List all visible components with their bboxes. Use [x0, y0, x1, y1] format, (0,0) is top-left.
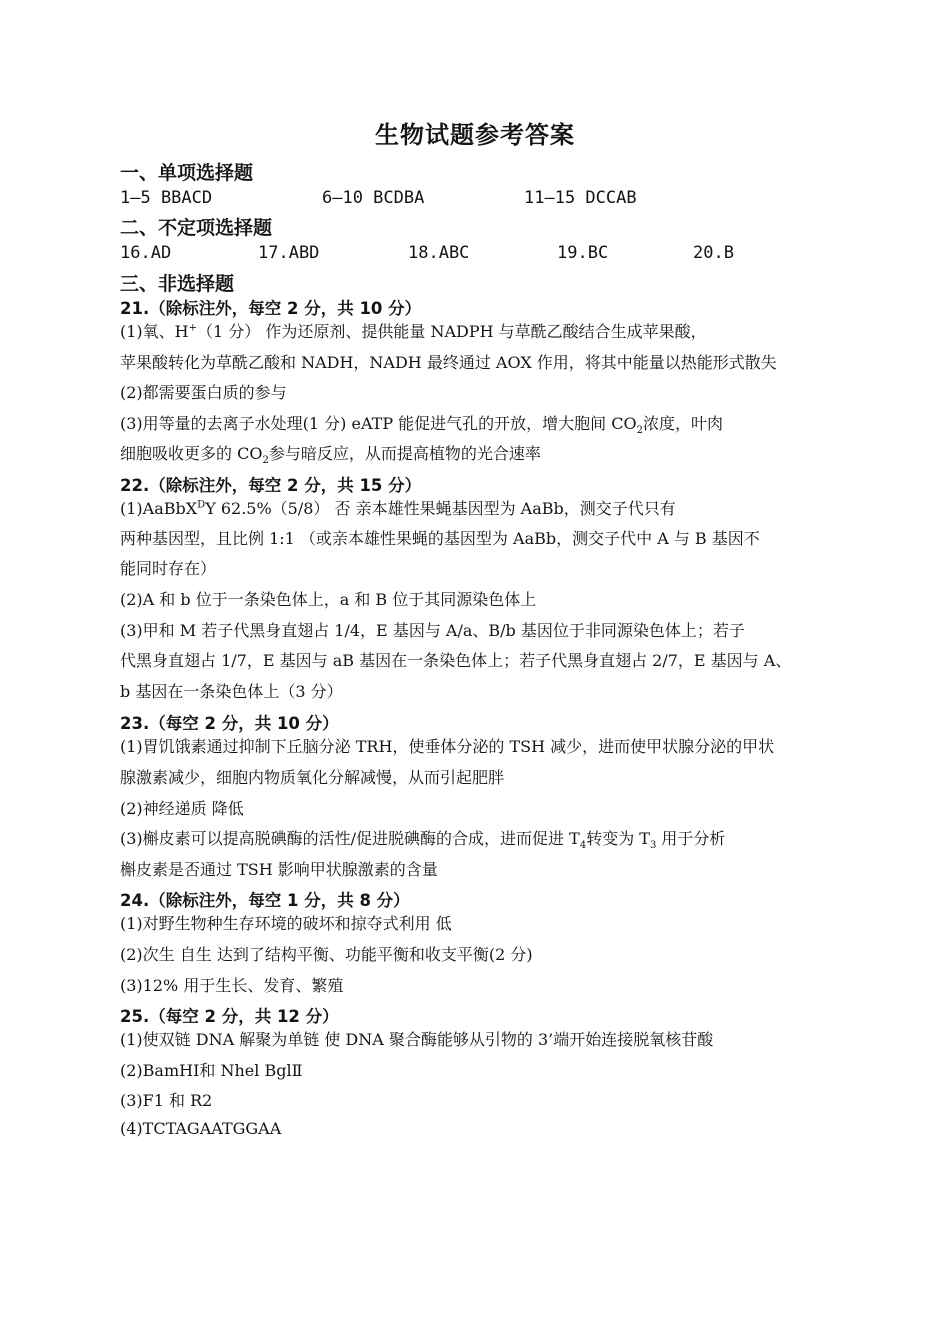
q21-line-1: (1)氧、H+（1 分） 作为还原剂、提供能量 NADPH 与草酰乙酸结合生成苹果酸， [120, 322, 707, 341]
q24-line-1: (1)对野生物种生存环境的破坏和掠夺式利用 低 [120, 914, 452, 933]
q22-line-7: b 基因在一条染色体上（3 分） [120, 682, 343, 701]
q23-line-4: (3)槲皮素可以提高脱碘酶的活性/促进脱碘酶的合成，进而促进 $T_4$转变为 $T_3$ 用于分析 [120, 829, 726, 852]
q23-line-2: 腺激素减少，细胞内物质氧化分解减慢，从而引起肥胖 [120, 768, 505, 787]
answer-1-5: 1—5 BBACD [120, 188, 213, 208]
q25-line-4: (4)TCTAGAATGGAA [120, 1119, 282, 1138]
question-24-heading: 24.（除标注外，每空 1 分，共 8 分） [120, 891, 410, 910]
q25-line-3: (3)F1 和 R2 [120, 1091, 213, 1110]
q21-line-5: 细胞吸收更多的 $CO_2$参与暗反应，从而提高植物的光合速率 [120, 444, 541, 467]
q23-line-1: (1)胃饥饿素通过抑制下丘脑分泌 TRH，使垂体分泌的 TSH 减少，进而使甲状腺分泌的甲状 [120, 737, 775, 756]
answer-6-10: 6—10 BCDBA [322, 188, 425, 208]
answer-16: 16.AD [120, 243, 172, 263]
q25-line-1: (1)使双链 DNA 解聚为单链 使 DNA 聚合酶能够从引物的 3’端开始连接脱氧核苷酸 [120, 1030, 714, 1049]
q24-line-2: (2)次生 自生 达到了结构平衡、功能平衡和收支平衡(2 分) [120, 945, 533, 964]
page-title: 生物试题参考答案 [375, 121, 575, 149]
section-non-choice: 三、非选择题 [120, 273, 235, 295]
q22-line-6: 代黑身直翅占 1/7，E 基因与 aB 基因在一条染色体上；若子代黑身直翅占 2/7，E 基因与 A、 [120, 651, 792, 670]
answer-18: 18.ABC [408, 243, 470, 263]
q22-line-1: (1)AaBbX$^D$Y 62.5%（5/8） 否 亲本雄性果蝇基因型为 AaBb，测交子代只有 [120, 499, 676, 518]
answer-11-15: 11—15 DCCAB [524, 188, 637, 208]
q23-line-5: 槲皮素是否通过 TSH 影响甲状腺激素的含量 [120, 860, 438, 879]
answer-19: 19.BC [557, 243, 609, 263]
answer-17: 17.ABD [258, 243, 320, 263]
question-22-heading: 22.（除标注外，每空 2 分，共 15 分） [120, 476, 422, 495]
q21-line-2: 苹果酸转化为草酰乙酸和 NADH，NADH 最终通过 AOX 作用，将其中能量以热能形式散失 [120, 353, 777, 372]
section-single-choice: 一、单项选择题 [120, 162, 254, 184]
q21-line-3: (2)都需要蛋白质的参与 [120, 383, 287, 402]
question-21-heading: 21.（除标注外，每空 2 分，共 10 分） [120, 299, 422, 318]
q23-line-3: (2)神经递质 降低 [120, 799, 244, 818]
q22-line-2: 两种基因型，且比例 1:1 （或亲本雄性果蝇的基因型为 AaBb，测交子代中 A 与 B 基因不 [120, 529, 760, 548]
q22-line-5: (3)甲和 M 若子代黑身直翅占 1/4，E 基因与 A/a、B/b 基因位于非同源染色体上；若子 [120, 621, 745, 640]
question-23-heading: 23.（每空 2 分，共 10 分） [120, 714, 339, 733]
answer-20: 20.B [693, 243, 734, 263]
q22-line-3: 能同时存在） [120, 559, 217, 578]
q21-line-4: (3)用等量的去离子水处理(1 分) eATP 能促进气孔的开放，增大胞间 $CO_2$浓度，叶肉 [120, 414, 724, 437]
question-25-heading: 25.（每空 2 分，共 12 分） [120, 1007, 339, 1026]
section-multiple-choice: 二、不定项选择题 [120, 217, 273, 239]
q24-line-3: (3)12% 用于生长、发育、繁殖 [120, 976, 344, 995]
q25-line-2: (2)BamHⅠ和 Nhel BglⅡ [120, 1061, 303, 1080]
q22-line-4: (2)A 和 b 位于一条染色体上，a 和 B 位于其同源染色体上 [120, 590, 537, 609]
